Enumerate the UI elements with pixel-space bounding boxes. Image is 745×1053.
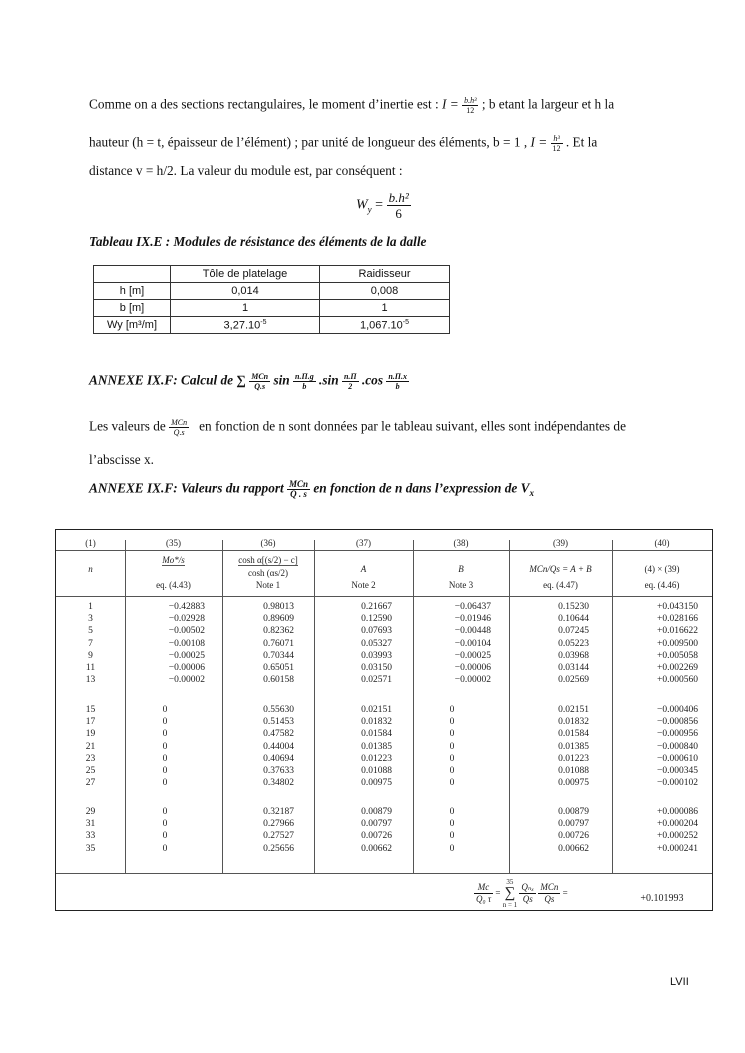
table-cell: 0.70344 [263,650,294,661]
fraction-mcn-qs: $\frac{\text{MCn}}{Q.s}$ [251,372,269,391]
table-cell: 0 [162,819,168,830]
table-cell: 0.00662 [558,843,589,854]
col-number: (35) [166,538,181,548]
table-cell: 3 [88,614,93,625]
table-cell: 0.02569 [558,675,589,686]
annexe-ratio-heading: ANNEXE IX.F: Valeurs du rapport $\frac{\text{MCn}}{Q . s}$ en fonction de n dans l’expression de $V_x$ [89,479,534,499]
data-column-c35 [125,704,205,789]
table-row [94,317,450,334]
table-cell: 25 [85,766,96,777]
table-cell: 0 [162,778,168,789]
col-head-note: Note 1 [255,580,281,590]
table-cell: 0.01832 [558,717,589,728]
page-number: LVII [670,976,689,988]
col-head-eq: eq. (4.46) [644,580,680,590]
table-cell: 0.82362 [263,626,294,637]
table-cell: 0.03968 [558,650,589,661]
sum-rule [56,873,712,874]
table-cell: 0.15230 [558,602,589,612]
annexe-calc-heading: ANNEXE IX.F: Calcul de ∑ $\frac{\text{MCn}}{Q.s}$ sin $\frac{n.\Pi.g}{b}$ .sin $\frac{n.\Pi}{2}$ .cos $\frac{n.\Pi.x}{b}$ [89,372,408,391]
table-cell: 0.00879 [558,807,589,817]
table-cell: 0 [449,843,455,854]
data-column-c36 [222,806,294,855]
table-cell: 0.55630 [263,705,294,715]
table-title: Tableau IX.E : Modules de résistance des éléments de la dalle [89,234,427,249]
table-cell: 35 [85,843,96,854]
table-cell: 0.05223 [558,638,589,649]
table-row [94,283,450,300]
table-header-cell [94,266,171,283]
table-cell: 0 [162,766,168,777]
table-cell: 0.01223 [558,753,589,764]
table-cell: 0.00662 [361,843,392,854]
table-cell: 17 [85,717,96,728]
table-cell: 0.00975 [558,778,589,789]
inertia-fraction-2: $\frac{\text{h³}}{12}$ [552,134,561,153]
data-column-n [56,704,125,789]
data-column-n [56,806,125,855]
data-column-c39 [509,704,589,789]
table-cell: 0 [449,778,455,789]
sum-lhs-fraction: $\frac{Mc}{\text{Q₀ τ}}$ [476,882,492,904]
table-cell: 0 [449,766,455,777]
col-number: (1) [85,538,96,548]
table-cell: −0.06437 [454,602,491,612]
table-cell: 0 [449,807,455,817]
table-cell: 0.01385 [361,741,392,752]
col-head: A [360,564,367,574]
col-head-eq: eq. (4.43) [156,580,191,590]
table-cell: +0.043150 [657,602,698,612]
table-cell: 0 [449,741,455,752]
table-cell: 7 [88,638,93,649]
table-cell: 0 [162,843,168,854]
table-cell: 0.51453 [263,717,294,728]
table-cell: 0 [162,741,168,752]
table-cell: 0 [162,717,168,728]
table-cell: −0.00108 [168,638,205,649]
table-cell: 0.00879 [361,807,392,817]
col-number: (37) [356,538,371,548]
table-cell: 0.07245 [558,626,589,637]
row-label: Wy [m³/m] [94,317,171,334]
table-cell: 13 [85,675,96,686]
table-cell: +0.009500 [657,638,698,649]
table-cell: −0.000406 [657,705,698,715]
table-cell: −0.00002 [454,675,491,686]
table-header-cell: Raidisseur [320,266,450,283]
col-number: (36) [260,538,276,548]
header-rule [56,550,712,551]
table-cell: −0.00006 [168,663,205,674]
data-column-c40 [612,806,698,855]
col-head: B [458,564,464,574]
table-cell: 0.27527 [263,831,294,842]
col-head: (4) × (39) [644,564,680,574]
table-cell: 0.32187 [263,807,294,817]
table-cell: 0.27966 [263,819,294,830]
table-cell: 29 [85,807,96,817]
fraction-npi-2: $\frac{n.\Pi}{2}$ [343,372,357,391]
table-cell: 0.98013 [263,602,294,612]
table-cell: 0 [449,729,455,740]
table-cell: 0 [162,753,168,764]
table-cell: 0.00726 [558,831,589,842]
table-cell: +0.002269 [657,663,698,674]
table-cell: 0 [162,807,168,817]
modulus-formula: $W_y$ = $\frac{\text{b.h²}}{6}$ [356,190,409,221]
data-column-c37 [314,601,392,686]
data-column-c35 [125,806,205,855]
table-cell: −0.00025 [168,650,205,661]
table-cell: 1 [88,602,93,612]
table-cell: −0.000345 [657,766,698,777]
fraction-npix-b: $\frac{n.\Pi.x}{b}$ [388,372,408,391]
data-column-c37 [314,806,392,855]
table-cell: −0.000610 [657,753,698,764]
table-cell: 31 [85,819,96,830]
table-cell: 19 [85,729,96,740]
table-cell: −0.00006 [454,663,491,674]
data-column-c35 [125,601,205,686]
table-header-row [94,266,450,283]
table-cell: 0.07693 [361,626,392,637]
table-cell: 0.76071 [263,638,294,649]
col-head: Mo*/s [162,555,185,565]
table-cell: 0 [449,819,455,830]
table-cell: 0 [162,831,168,842]
col-number: (39) [553,538,568,548]
header-bottom-rule [56,596,712,597]
table-cell: 0.05327 [361,638,392,649]
table-cell: 0.60158 [263,675,294,686]
table-cell: 0 [449,705,455,715]
table-cell: 23 [85,753,96,764]
table-cell: 0 [449,717,455,728]
table-cell: 0.00797 [558,819,589,830]
table-cell: 5 [88,626,93,637]
data-column-c36 [222,601,294,686]
sum-term-fraction-1: $\frac{\text{Qₙₓ}}{Qs}$ [521,882,535,904]
table-cell: 0.01223 [361,753,392,764]
table-cell: 1 [320,300,450,317]
row-label: b [m] [94,300,171,317]
data-column-c40 [612,601,698,686]
modulus-fraction: $\frac{\text{b.h²}}{6}$ [388,190,409,221]
table-cell: 0.47582 [263,729,294,740]
data-column-c39 [509,601,589,686]
table-cell: −0.000102 [657,778,698,789]
data-column-c36 [222,704,294,789]
sigma-symbol: 35 ∑ n = 1 [502,878,518,909]
table-cell: −0.01946 [454,614,491,625]
table-header-cell: Tôle de platelage [171,266,320,283]
table-cell: 0 [449,753,455,764]
table-cell: 27 [85,778,96,789]
table-cell: 0,014 [171,283,320,300]
col-head-note: Note 2 [351,580,376,590]
inertia-symbol: I = [442,96,459,112]
table-cell: 0.12590 [361,614,392,625]
table-cell: $3,27.10^{-5}$ [171,317,320,334]
table-cell: −0.00502 [168,626,205,637]
fraction-mcn-qs-3: $\frac{\text{MCn}}{Q . s}$ [289,479,309,499]
table-row [94,300,450,317]
inertia-fraction-1: $\frac{\text{b.h³}}{12}$ [464,96,477,115]
col-number: (38) [453,538,469,548]
data-column-c38 [413,601,491,686]
table-cell: 0.01584 [558,729,589,740]
table-cell: 9 [88,650,93,661]
table-cell: 0.37633 [263,766,294,777]
col-head: MCn/Qs = A + B [529,564,592,574]
sum-term-fraction-2: $\frac{\text{MCn}}{Qs}$ [540,882,559,904]
table-cell: 0.10644 [558,614,589,625]
col-head: cosh α[(s/2) − c] [238,555,298,565]
table-cell: 1 [171,300,320,317]
table-cell: 0.44004 [263,741,294,752]
data-column-c38 [413,806,491,855]
table-cell: −0.42883 [168,602,205,612]
inertia-symbol-2: I = [530,134,548,150]
modulus-table [93,265,450,334]
table-cell: +0.028166 [657,614,698,625]
data-column-c38 [413,704,491,789]
table-cell: 0.03150 [361,663,392,674]
table-cell: 11 [85,663,96,674]
table-cell: +0.005058 [657,650,698,661]
table-cell: 0.00726 [361,831,392,842]
data-column-c40 [612,704,698,789]
table-cell: 0 [449,831,455,842]
table-cell: 0.01832 [361,717,392,728]
col-head-eq: eq. (4.47) [543,580,578,590]
table-cell: +0.000560 [657,675,698,686]
fraction-npig-b: $\frac{n.\Pi.g}{b}$ [295,372,314,391]
table-cell: 0.03144 [558,663,589,674]
table-cell: 0.21667 [361,602,392,612]
table-cell: 0.03993 [361,650,392,661]
fraction-mcn-qs-2: $\frac{\text{MCn}}{Q.s}$ [171,418,188,437]
table-cell: 0 [162,729,168,740]
table-cell: 0,008 [320,283,450,300]
intro-line-3: distance v = h/2. La valeur du module est, par conséquent : [89,163,403,178]
table-cell: +0.000252 [657,831,698,842]
table-cell: −0.00002 [168,675,205,686]
data-column-n [56,601,125,686]
table-cell: 0.25656 [263,843,294,854]
table-cell: −0.00104 [454,638,491,649]
table-cell: 0.02571 [361,675,392,686]
table-cell: 0 [162,705,168,715]
table-cell: 0.01088 [361,766,392,777]
col-head-denominator: cosh (αs/2) [248,568,288,578]
table-cell: −0.00448 [454,626,491,637]
ratio-table-scan [55,529,713,911]
table-cell: 15 [85,705,96,715]
table-cell: 0.01088 [558,766,589,777]
data-column-c37 [314,704,392,789]
table-cell: −0.000840 [657,741,698,752]
col-head: n [88,564,93,574]
table-cell: 0.02151 [361,705,392,715]
table-cell: 0.02151 [558,705,589,715]
table-cell: 0.01584 [361,729,392,740]
table-cell: −0.02928 [168,614,205,625]
table-cell: +0.000241 [657,843,698,854]
table-cell: 0.89609 [263,614,294,625]
col-number: (40) [654,538,670,548]
col-head-note: Note 3 [448,580,474,590]
table-cell: −0.000856 [657,717,698,728]
table-cell: 0.00797 [361,819,392,830]
table-cell: 21 [85,741,96,752]
table-cell: −0.00025 [454,650,491,661]
table-cell: 0.00975 [361,778,392,789]
intro-line-1: Comme on a des sections rectangulaires, le moment d’inertie est : I = $\frac{\text{b.h³}}{12}$ ; b etant la largeur et h la [89,96,615,115]
sum-formula: $\frac{Mc}{\text{Q₀ τ}}$ = 35 ∑ n = 1 $\frac{\text{Qₙₓ}}{Qs}$ $\frac{\text{MCn}}{Qs}$ = [476,878,568,909]
table-cell: +0.016622 [657,626,698,637]
table-cell: −0.000956 [657,729,698,740]
table-cell: $1,067.10^{-5}$ [320,317,450,334]
data-column-c39 [509,806,589,855]
intro-line-2: hauteur (h = t, épaisseur de l’élément) ; par unité de longueur des éléments, b = 1 , I = $\frac{\text{h³}}{12}$ . Et la [89,134,598,153]
table-cell: 0.34802 [263,778,294,789]
table-cell: +0.000086 [657,807,698,817]
para-values-line-2: l’abscisse x. [89,452,154,467]
table-cell: 0.01385 [558,741,589,752]
para-values-line-1: Les valeurs de $\frac{\text{MCn}}{Q.s}$ en fonction de n sont données par le tableau suivant, elles sont indépendantes de [89,418,626,437]
sum-value: +0.101993 [640,893,684,904]
table-cell: 33 [85,831,96,842]
table-cell: 0.65051 [263,663,294,674]
row-label: h [m] [94,283,171,300]
table-cell: 0.40694 [263,753,294,764]
table-cell: +0.000204 [657,819,698,830]
